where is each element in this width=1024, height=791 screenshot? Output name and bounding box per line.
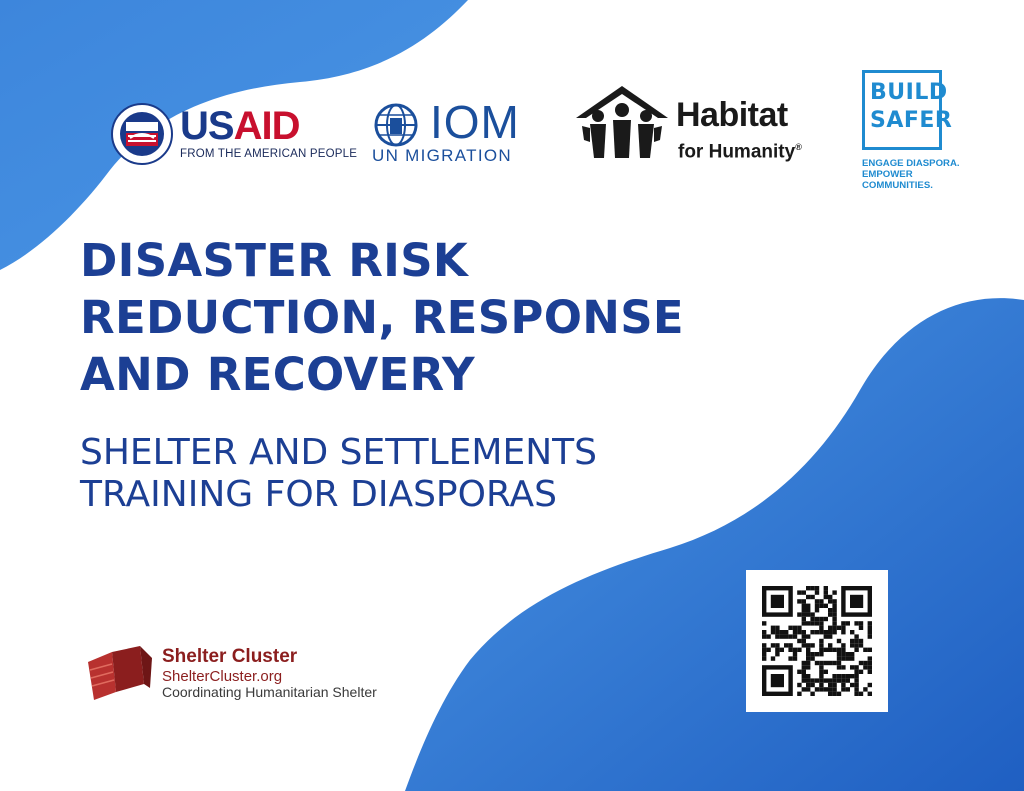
subtitle-line: SHELTER AND SETTLEMENTS [80, 432, 598, 473]
qr-code[interactable] [746, 570, 888, 712]
habitat-tagline: for Humanity® [678, 141, 802, 163]
title-line: AND RECOVERY [80, 348, 475, 401]
build-safer-tagline: ENGAGE DIASPORA. EMPOWER COMMUNITIES. [862, 158, 960, 191]
habitat-house-icon [572, 82, 672, 162]
shelter-cluster-name: Shelter Cluster [162, 646, 298, 667]
iom-tagline: UN MIGRATION [372, 146, 512, 165]
iom-globe-icon [370, 102, 422, 148]
iom-wordmark: IOM [430, 96, 520, 148]
build-safer-line1: BUILD [870, 80, 948, 105]
page-title [80, 232, 800, 403]
habitat-wordmark: Habitat [676, 96, 788, 134]
iom-logo [368, 96, 548, 170]
page-subtitle [80, 432, 740, 516]
usaid-seal-icon [110, 102, 174, 166]
usaid-tagline: FROM THE AMERICAN PEOPLE [180, 148, 358, 160]
title-line: REDUCTION, RESPONSE [80, 291, 684, 344]
build-safer-line2: SAFER [870, 108, 953, 133]
subtitle-line: TRAINING FOR DIASPORAS [80, 474, 557, 515]
build-safer-logo [862, 70, 962, 200]
title-line: DISASTER RISK [80, 234, 469, 287]
shelter-cluster-site: ShelterCluster.org [162, 668, 283, 685]
usaid-logo [110, 100, 358, 170]
qr-code-icon [746, 570, 888, 712]
shelter-hands-icon [86, 644, 156, 704]
shelter-cluster-tagline: Coordinating Humanitarian Shelter [162, 684, 377, 700]
habitat-logo [572, 82, 822, 162]
usaid-wordmark: USAID [180, 104, 300, 148]
shelter-cluster-logo [86, 640, 466, 710]
